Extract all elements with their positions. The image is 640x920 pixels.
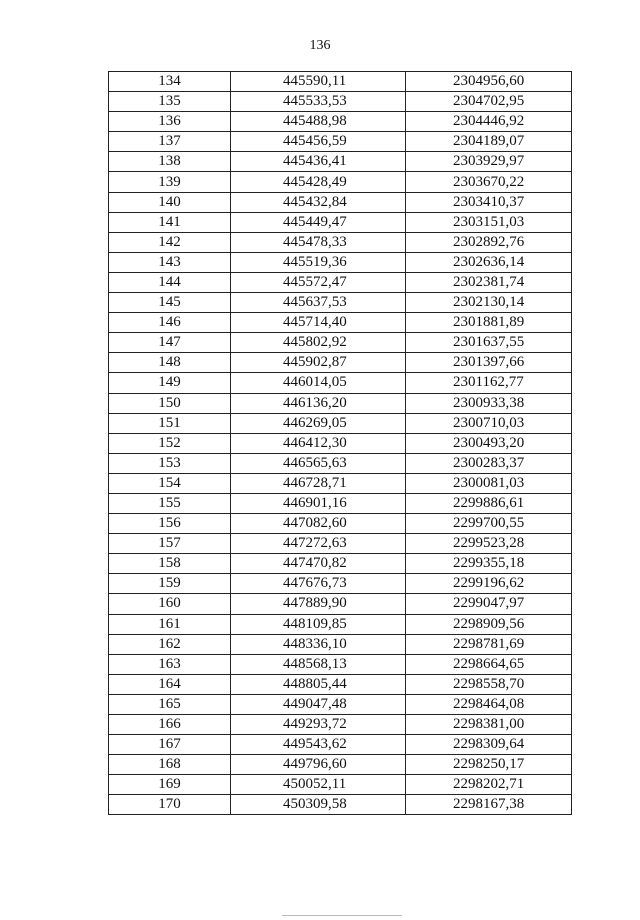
y-coordinate-cell: 2301397,66	[406, 353, 572, 373]
point-number-cell: 136	[109, 112, 231, 132]
x-coordinate-cell: 449796,60	[231, 755, 406, 775]
point-number-cell: 147	[109, 333, 231, 353]
page-edge-mark	[282, 915, 402, 916]
x-coordinate-cell: 445436,41	[231, 152, 406, 172]
table-row	[109, 795, 572, 815]
table-row	[109, 152, 572, 172]
table-row	[109, 634, 572, 654]
point-number-cell: 159	[109, 574, 231, 594]
y-coordinate-cell: 2304956,60	[406, 72, 572, 92]
y-coordinate-cell: 2304702,95	[406, 92, 572, 112]
point-number-cell: 164	[109, 674, 231, 694]
y-coordinate-cell: 2299047,97	[406, 594, 572, 614]
x-coordinate-cell: 447272,63	[231, 534, 406, 554]
x-coordinate-cell: 449543,62	[231, 735, 406, 755]
point-number-cell: 134	[109, 72, 231, 92]
y-coordinate-cell: 2298664,65	[406, 654, 572, 674]
x-coordinate-cell: 446014,05	[231, 373, 406, 393]
x-coordinate-cell: 447676,73	[231, 574, 406, 594]
table-row	[109, 735, 572, 755]
y-coordinate-cell: 2298464,08	[406, 694, 572, 714]
point-number-cell: 155	[109, 493, 231, 513]
point-number-cell: 162	[109, 634, 231, 654]
table-row	[109, 393, 572, 413]
x-coordinate-cell: 447082,60	[231, 514, 406, 534]
x-coordinate-cell: 446269,05	[231, 413, 406, 433]
table-row	[109, 594, 572, 614]
coordinates-table	[108, 71, 572, 815]
point-number-cell: 170	[109, 795, 231, 815]
table-row	[109, 212, 572, 232]
y-coordinate-cell: 2300283,37	[406, 453, 572, 473]
x-coordinate-cell: 445428,49	[231, 172, 406, 192]
x-coordinate-cell: 448568,13	[231, 654, 406, 674]
point-number-cell: 135	[109, 92, 231, 112]
table-row	[109, 92, 572, 112]
point-number-cell: 158	[109, 554, 231, 574]
table-row	[109, 132, 572, 152]
x-coordinate-cell: 448805,44	[231, 674, 406, 694]
x-coordinate-cell: 446565,63	[231, 453, 406, 473]
point-number-cell: 137	[109, 132, 231, 152]
point-number-cell: 160	[109, 594, 231, 614]
y-coordinate-cell: 2298381,00	[406, 715, 572, 735]
point-number-cell: 163	[109, 654, 231, 674]
table-row	[109, 473, 572, 493]
y-coordinate-cell: 2303929,97	[406, 152, 572, 172]
y-coordinate-cell: 2302381,74	[406, 272, 572, 292]
y-coordinate-cell: 2300933,38	[406, 393, 572, 413]
point-number-cell: 144	[109, 272, 231, 292]
y-coordinate-cell: 2300081,03	[406, 473, 572, 493]
table-row	[109, 574, 572, 594]
x-coordinate-cell: 449293,72	[231, 715, 406, 735]
x-coordinate-cell: 449047,48	[231, 694, 406, 714]
y-coordinate-cell: 2298781,69	[406, 634, 572, 654]
y-coordinate-cell: 2303410,37	[406, 192, 572, 212]
table-row	[109, 112, 572, 132]
y-coordinate-cell: 2299886,61	[406, 493, 572, 513]
table-row	[109, 775, 572, 795]
table-row	[109, 453, 572, 473]
point-number-cell: 169	[109, 775, 231, 795]
y-coordinate-cell: 2298909,56	[406, 614, 572, 634]
y-coordinate-cell: 2301881,89	[406, 313, 572, 333]
point-number-cell: 166	[109, 715, 231, 735]
point-number-cell: 149	[109, 373, 231, 393]
table-row	[109, 534, 572, 554]
table-row	[109, 333, 572, 353]
y-coordinate-cell: 2299700,55	[406, 514, 572, 534]
y-coordinate-cell: 2304446,92	[406, 112, 572, 132]
y-coordinate-cell: 2301637,55	[406, 333, 572, 353]
x-coordinate-cell: 450052,11	[231, 775, 406, 795]
point-number-cell: 143	[109, 252, 231, 272]
x-coordinate-cell: 445456,59	[231, 132, 406, 152]
point-number-cell: 156	[109, 514, 231, 534]
table-row	[109, 514, 572, 534]
x-coordinate-cell: 448336,10	[231, 634, 406, 654]
table-row	[109, 433, 572, 453]
point-number-cell: 139	[109, 172, 231, 192]
y-coordinate-cell: 2299523,28	[406, 534, 572, 554]
x-coordinate-cell: 448109,85	[231, 614, 406, 634]
x-coordinate-cell: 445714,40	[231, 313, 406, 333]
y-coordinate-cell: 2300493,20	[406, 433, 572, 453]
x-coordinate-cell: 445637,53	[231, 293, 406, 313]
y-coordinate-cell: 2298250,17	[406, 755, 572, 775]
point-number-cell: 141	[109, 212, 231, 232]
table-row	[109, 493, 572, 513]
table-row	[109, 192, 572, 212]
point-number-cell: 145	[109, 293, 231, 313]
page-number: 136	[309, 38, 331, 53]
point-number-cell: 154	[109, 473, 231, 493]
table-row	[109, 373, 572, 393]
point-number-cell: 168	[109, 755, 231, 775]
point-number-cell: 140	[109, 192, 231, 212]
coordinates-table-body	[109, 72, 572, 815]
y-coordinate-cell: 2304189,07	[406, 132, 572, 152]
y-coordinate-cell: 2300710,03	[406, 413, 572, 433]
table-row	[109, 293, 572, 313]
x-coordinate-cell: 446901,16	[231, 493, 406, 513]
table-row	[109, 252, 572, 272]
point-number-cell: 142	[109, 232, 231, 252]
y-coordinate-cell: 2298309,64	[406, 735, 572, 755]
x-coordinate-cell: 445902,87	[231, 353, 406, 373]
y-coordinate-cell: 2301162,77	[406, 373, 572, 393]
point-number-cell: 157	[109, 534, 231, 554]
y-coordinate-cell: 2298202,71	[406, 775, 572, 795]
table-row	[109, 554, 572, 574]
table-row	[109, 272, 572, 292]
y-coordinate-cell: 2298167,38	[406, 795, 572, 815]
x-coordinate-cell: 446412,30	[231, 433, 406, 453]
y-coordinate-cell: 2303151,03	[406, 212, 572, 232]
table-row	[109, 413, 572, 433]
x-coordinate-cell: 445488,98	[231, 112, 406, 132]
point-number-cell: 165	[109, 694, 231, 714]
table-row	[109, 172, 572, 192]
x-coordinate-cell: 450309,58	[231, 795, 406, 815]
table-row	[109, 232, 572, 252]
point-number-cell: 148	[109, 353, 231, 373]
x-coordinate-cell: 445432,84	[231, 192, 406, 212]
x-coordinate-cell: 446728,71	[231, 473, 406, 493]
x-coordinate-cell: 445572,47	[231, 272, 406, 292]
table-row	[109, 353, 572, 373]
x-coordinate-cell: 447889,90	[231, 594, 406, 614]
y-coordinate-cell: 2303670,22	[406, 172, 572, 192]
point-number-cell: 151	[109, 413, 231, 433]
table-row	[109, 755, 572, 775]
x-coordinate-cell: 445478,33	[231, 232, 406, 252]
table-row	[109, 694, 572, 714]
point-number-cell: 146	[109, 313, 231, 333]
table-row	[109, 614, 572, 634]
point-number-cell: 161	[109, 614, 231, 634]
point-number-cell: 138	[109, 152, 231, 172]
table-row	[109, 674, 572, 694]
x-coordinate-cell: 445533,53	[231, 92, 406, 112]
table-row	[109, 72, 572, 92]
x-coordinate-cell: 447470,82	[231, 554, 406, 574]
y-coordinate-cell: 2299355,18	[406, 554, 572, 574]
point-number-cell: 167	[109, 735, 231, 755]
y-coordinate-cell: 2299196,62	[406, 574, 572, 594]
x-coordinate-cell: 446136,20	[231, 393, 406, 413]
y-coordinate-cell: 2302892,76	[406, 232, 572, 252]
table-row	[109, 715, 572, 735]
x-coordinate-cell: 445449,47	[231, 212, 406, 232]
point-number-cell: 153	[109, 453, 231, 473]
x-coordinate-cell: 445802,92	[231, 333, 406, 353]
table-row	[109, 654, 572, 674]
x-coordinate-cell: 445519,36	[231, 252, 406, 272]
y-coordinate-cell: 2298558,70	[406, 674, 572, 694]
y-coordinate-cell: 2302130,14	[406, 293, 572, 313]
point-number-cell: 152	[109, 433, 231, 453]
table-row	[109, 313, 572, 333]
y-coordinate-cell: 2302636,14	[406, 252, 572, 272]
point-number-cell: 150	[109, 393, 231, 413]
x-coordinate-cell: 445590,11	[231, 72, 406, 92]
